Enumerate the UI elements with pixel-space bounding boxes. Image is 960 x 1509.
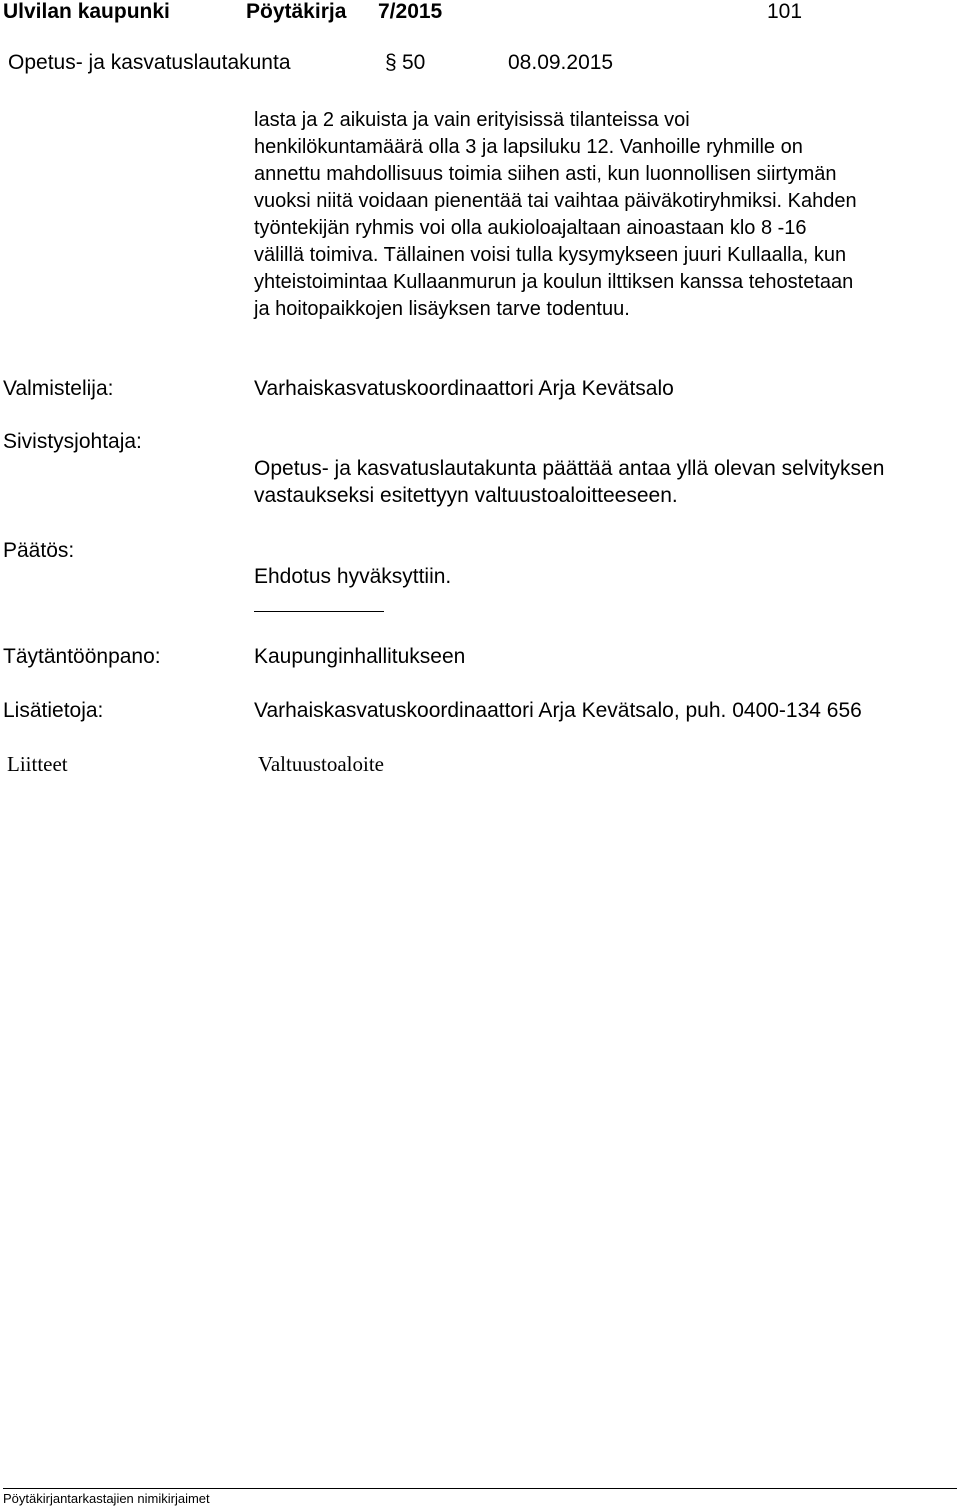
sivistysjohtaja-label: Sivistysjohtaja: xyxy=(3,430,142,453)
city-name: Ulvilan kaupunki xyxy=(3,0,170,23)
liitteet-value: Valtuustoaloite xyxy=(258,752,384,776)
lisatietoja-value: Varhaiskasvatuskoordinaattori Arja Kevätsalo, puh. 0400-134 656 xyxy=(254,699,862,722)
paatos-value: Ehdotus hyväksyttiin. xyxy=(254,565,452,588)
meeting-date: 08.09.2015 xyxy=(508,51,614,74)
sivistysjohtaja-value-line1: Opetus- ja kasvatuslautakunta päättää antaa yllä olevan selvityksen xyxy=(254,457,885,480)
taytantoonpano-value: Kaupunginhallitukseen xyxy=(254,645,466,668)
valmistelija-label: Valmistelija: xyxy=(3,377,114,400)
taytantoonpano-label: Täytäntöönpano: xyxy=(3,645,161,668)
section-symbol: § xyxy=(385,51,397,74)
document-type: Pöytäkirja xyxy=(246,0,347,23)
section-number: 50 xyxy=(402,51,426,74)
paragraph-line: yhteistoimintaa Kullaanmurun ja koulun ilttiksen kanssa tehostetaan xyxy=(254,271,854,293)
decision-divider xyxy=(254,611,384,612)
page-number: 101 xyxy=(767,0,803,23)
paragraph-line: välillä toimiva. Tällainen voisi tulla kysymykseen juuri Kullaalla, kun xyxy=(254,244,847,266)
paragraph-line: henkilökuntamäärä olla 3 ja lapsiluku 12. Vanhoille ryhmille on xyxy=(254,136,803,158)
valmistelija-value: Varhaiskasvatuskoordinaattori Arja Kevätsalo xyxy=(254,377,674,400)
paatos-label: Päätös: xyxy=(3,539,75,562)
body-paragraph xyxy=(254,107,954,323)
paragraph-line: lasta ja 2 aikuista ja vain erityisissä tilanteissa voi xyxy=(254,109,690,131)
lisatietoja-label: Lisätietoja: xyxy=(3,699,104,722)
paragraph-line: vuoksi niitä voidaan pienentää tai vaihtaa päiväkotiryhmiksi. Kahden xyxy=(254,190,857,212)
committee-name: Opetus- ja kasvatuslautakunta xyxy=(8,51,291,74)
footer-rule xyxy=(3,1488,957,1489)
sivistysjohtaja-value-line2: vastaukseksi esitettyyn valtuustoaloitteeseen. xyxy=(254,484,678,507)
paragraph-line: työntekijän ryhmis voi olla aukioloajaltaan ainoastaan klo 8 -16 xyxy=(254,217,807,239)
paragraph-line: ja hoitopaikkojen lisäyksen tarve todentuu. xyxy=(254,298,630,320)
signature-label: Pöytäkirjantarkastajien nimikirjaimet xyxy=(3,1491,210,1506)
document-number: 7/2015 xyxy=(378,0,443,23)
liitteet-label: Liitteet xyxy=(7,752,68,776)
paragraph-line: annettu mahdollisuus toimia siihen asti, kun luonnollisen siirtymän xyxy=(254,163,837,185)
